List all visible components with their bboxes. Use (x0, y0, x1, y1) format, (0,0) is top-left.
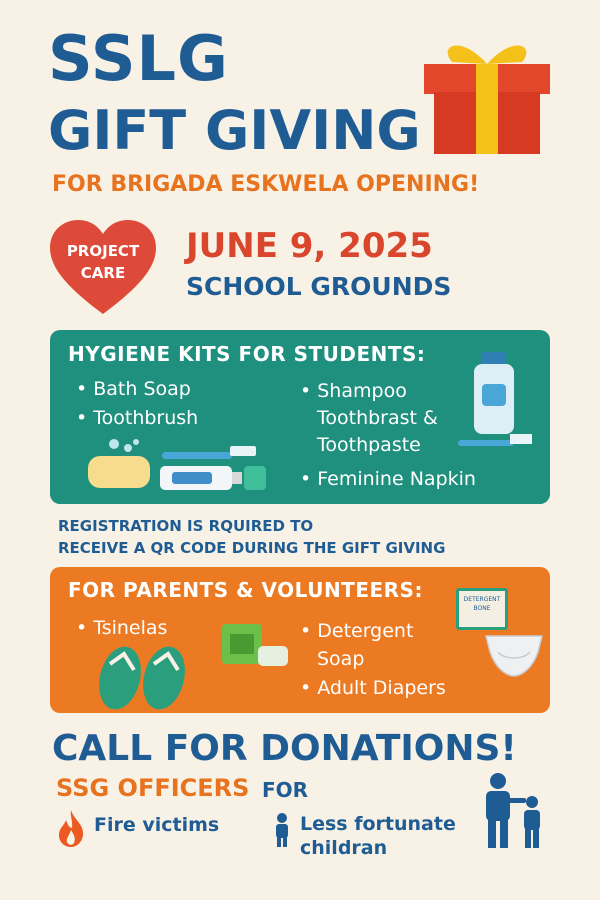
child-icon (270, 812, 294, 848)
less-fortunate (300, 812, 456, 860)
less-line2: childran (300, 837, 388, 859)
item-bath-soap: Bath Soap (93, 378, 191, 400)
list-item: • Tsinelas (76, 617, 168, 639)
gift-icon (420, 26, 554, 158)
list-item: • Feminine Napkin (300, 468, 476, 490)
registration-line2: RECEIVE A QR CODE DURING THE GIFT GIVING (58, 539, 446, 557)
list-item: • Detergent Soap (300, 617, 413, 673)
item-detergent: Detergent (317, 620, 414, 642)
subtitle: FOR BRIGADA ESKWELA OPENING! (52, 172, 480, 197)
project-care-badge (48, 240, 158, 284)
toothbrush-icon (456, 430, 536, 452)
item-shampoo: Shampoo (317, 380, 407, 402)
fire-icon (56, 808, 86, 848)
flip-flops-icon (94, 640, 190, 712)
event-location: SCHOOL GROUNDS (186, 272, 452, 301)
title-line2: GIFT GIVING (48, 99, 421, 162)
detergent-icon (456, 588, 508, 630)
item-toothpaste: Toothpaste (317, 434, 421, 456)
event-date: JUNE 9, 2025 (186, 226, 433, 266)
item-toothbrush: Toothbrush (93, 407, 199, 429)
item-toothbrush-and: Toothbrast & (317, 407, 438, 429)
item-soap: Soap (317, 648, 365, 670)
ssg-officers: SSG OFFICERS (56, 774, 250, 802)
soap-icon (84, 436, 154, 492)
toothpaste-icon (158, 462, 278, 494)
fire-victims: Fire victims (94, 814, 220, 836)
item-adult-diapers: Adult Diapers (317, 677, 446, 699)
item-tsinelas: Tsinelas (93, 617, 168, 639)
detergent-box-label: DETERGENT (463, 596, 501, 603)
list-item: • Toothbrush (76, 407, 199, 429)
list-item: • Shampoo Toothbrast & Toothpaste (300, 378, 438, 459)
list-item: • Adult Diapers (300, 677, 446, 699)
parent-child-icon (476, 772, 550, 852)
registration-note (58, 515, 445, 559)
detergent-icon (220, 620, 292, 672)
diaper-icon (482, 630, 546, 678)
list-item: • Bath Soap (76, 378, 191, 400)
donations-heading: CALL FOR DONATIONS! (52, 728, 517, 769)
badge-line2: CARE (80, 264, 126, 282)
for-text: FOR (262, 778, 309, 802)
parents-heading: FOR PARENTS & VOLUNTEERS: (68, 578, 423, 602)
item-feminine-napkin: Feminine Napkin (317, 468, 476, 490)
shampoo-bottle-icon (470, 350, 518, 436)
hygiene-heading: HYGIENE KITS FOR STUDENTS: (68, 342, 426, 366)
badge-line1: PROJECT (66, 242, 140, 260)
detergent-box-label2: BONE (473, 605, 491, 612)
title-line1: SSLG (48, 22, 229, 95)
less-line1: Less fortunate (300, 813, 456, 835)
registration-line1: REGISTRATION IS RQUIRED TO (58, 517, 314, 535)
